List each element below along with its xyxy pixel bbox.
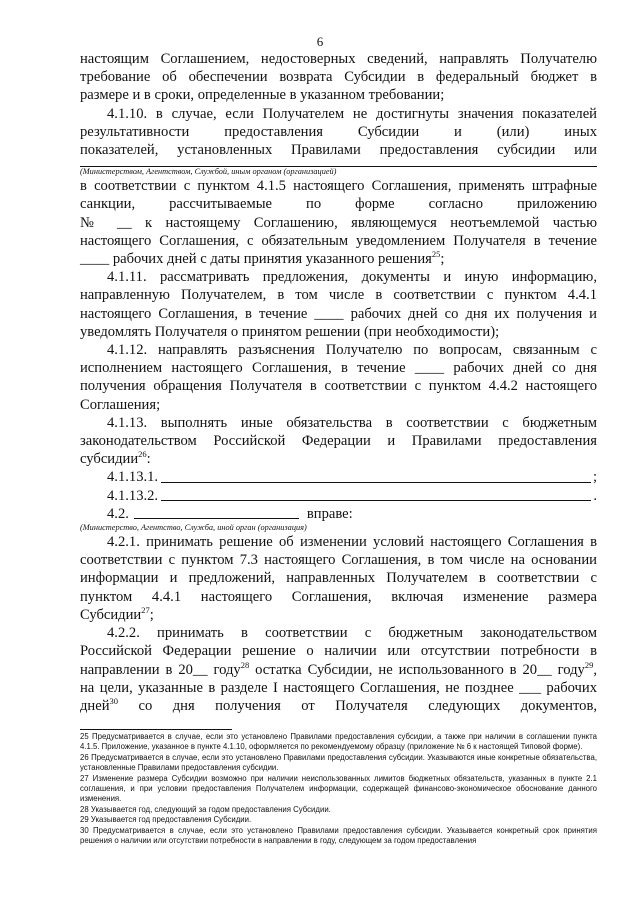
text-line: уведомлять Получателя о принятом решении (при необходимости); (80, 323, 500, 340)
paragraph-4-1-11: 4.1.11. рассматривать предложения, документы и иную информацию, (107, 269, 597, 286)
text-line: настоящего Соглашения, в течение ____ рабочих дней со дня их получения и (80, 305, 597, 322)
footnote-ref-27: 27 (141, 605, 150, 616)
text-line: требование об обеспечении возврата Субсидии в федеральный бюджет в (80, 69, 597, 86)
blank-line (134, 518, 299, 519)
text-line: направленную Получателем, в том числе в соответствии с пунктом 4.4.1 (80, 287, 597, 304)
footnote-25: 25 Предусматривается в случае, если это установлено Правилами предоставления субсидии, а также при наличии в соглашении пункта 4.1.5. Приложение, указанное в пункте 4.1.10, оформляется по рекомендуемому образцу (приложение № 6 к настоящей Типовой форме). (80, 732, 597, 752)
text-line: Субсидии$^{27}$; (80, 605, 154, 623)
text-line: № __ к настоящему Соглашению, являющемуся неотъемлемой частью (80, 214, 597, 231)
text-line: получения обращения Получателя в соответствии с пунктом 4.4.2 настоящего (80, 378, 597, 395)
footnote-28: 28 Указывается год, следующий за годом предоставления Субсидии. (80, 804, 331, 814)
footnote-ref-30: 30 (109, 696, 119, 707)
text-line: Российской Федерации решение о наличии или отсутствии потребности в (80, 643, 597, 660)
text-line: в соответствии с пунктом 4.1.5 настоящего Соглашения, применять штрафные (80, 178, 597, 195)
text-line: информации и предложений, направленных Получателем в соответствии с (80, 570, 597, 587)
text-line: соответствии с пунктом 7.3 настоящего Соглашения, в том числе на основании (80, 552, 597, 569)
paragraph-4-2-2: 4.2.2. принимать в соответствии с бюджетным законодательством (107, 625, 597, 642)
footnote-separator (80, 729, 232, 730)
document-body (80, 50, 597, 715)
text-line: результативности предоставления Субсидии и (или) иных (80, 123, 597, 140)
blank-line (161, 500, 591, 501)
footnote-ref-25: 25 (431, 249, 441, 260)
paragraph-4-1-12: 4.1.12. направлять разъяснения Получателю по вопросам, связанным с (107, 342, 597, 359)
text-line: законодательством Российской Федерации и Правилами предоставления (80, 433, 597, 450)
footnote-ref-28: 28 (240, 659, 250, 670)
text-line: ____ рабочих дней с даты принятия указанного решения$^{25}$; (80, 249, 445, 268)
fill-row-4-2: 4.2. вправе: (107, 505, 353, 522)
text-line: настоящим Соглашением, недостоверных сведений, направлять Получателю (80, 51, 597, 67)
text-line: направлении в 20__ году$^{28}$ остатка Субсидии, не использованного в 20__ году$^{29}$, (80, 659, 598, 678)
text-line: размере и в сроки, определенные в указанном требовании; (80, 87, 445, 104)
footnote-30: 30 Предусматривается в случае, если это установлено Правилами предоставления субсидии. Указывается конкретный срок принятия решения о наличии или отсутствии потребности в направлении в году, следующем за годом предоставления (80, 825, 597, 846)
footnote-29: 29 Указывается год предоставления Субсидии. (80, 815, 252, 825)
page-number: 6 (316, 34, 324, 49)
footnote-27: 27 Изменение размера Субсидии возможно при наличии неиспользованных лимитов бюджетных обязательств, указанных в пункте 2.1 соглашения, и при условии предоставления Получателем информации, содержащей финансово-экономическое обоснование данного изменения. (80, 773, 597, 804)
footnote-ref-29: 29 (584, 659, 594, 670)
text-line: пунктом 4.4.1 настоящего Соглашения, включая изменение размера (80, 588, 597, 605)
footnote-ref-26: 26 (138, 449, 147, 460)
paragraph-4-1-10: 4.1.10. в случае, если Получателем не достигнуты значения показателей (107, 105, 597, 122)
text-line: субсидии$^{26}$: (80, 449, 151, 468)
text-line: на цели, указанные в разделе I настоящего Соглашения, не позднее ___ рабочих (80, 679, 597, 696)
fill-row-4-1-13-2: 4.1.13.2. . (107, 487, 597, 504)
paragraph-4-2-1: 4.2.1. принимать решение об изменении условий настоящего Соглашения в (107, 534, 597, 551)
caption-authority: (Министерство, Агентство, Служба, иной орган (организация) (80, 523, 307, 533)
text-line: показателей, установленных Правилами предоставления субсидии или (80, 142, 597, 159)
text-line: настоящего Соглашения, с обязательным уведомлением Получателя в течение (80, 232, 597, 249)
footnote-26: 26 Предусматривается в случае, если это установлено Правилами предоставления субсидии. Указываются иные конкретные обязательства, установленные Правилами предоставления субсидии. (80, 752, 597, 773)
text-line: санкции, рассчитываемые по форме согласно приложению (80, 196, 597, 213)
footnotes (80, 732, 597, 846)
text-line: Соглашения; (80, 396, 161, 413)
caption-ministry: (Министерством, Агентством, Службой, иным органом (организацией) (80, 167, 337, 177)
text-line: исполнением настоящего Соглашения, в течение ____ рабочих дней со дня (80, 360, 597, 377)
text-line: дней$^{30}$ со дня получения от Получателя следующих документов, (80, 696, 597, 714)
fill-row-4-1-13-1: 4.1.13.1. ; (107, 469, 597, 486)
blank-line (161, 482, 591, 483)
paragraph-4-1-13: 4.1.13. выполнять иные обязательства в соответствии с бюджетным (107, 414, 597, 431)
